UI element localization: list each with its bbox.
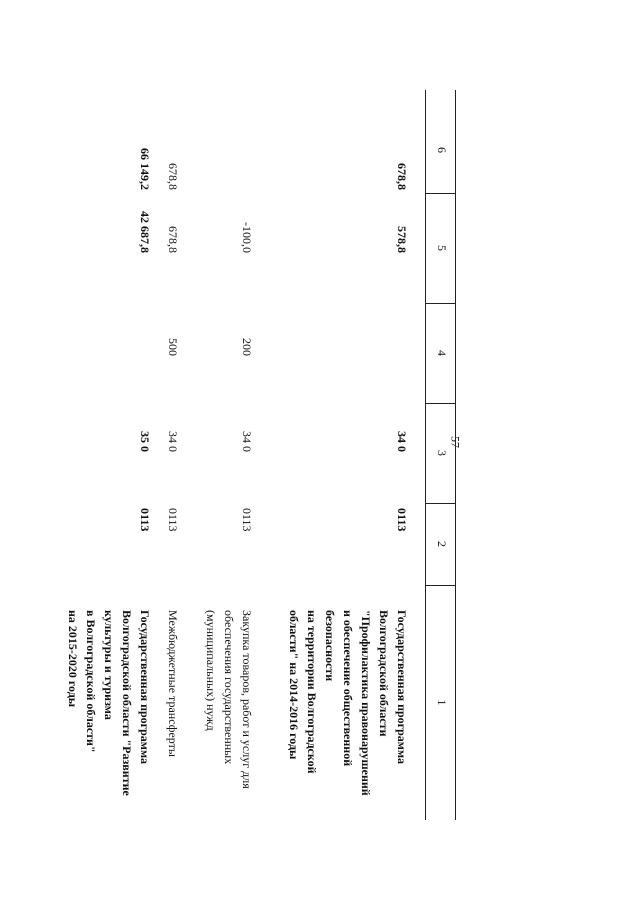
name-line: на 2015-2020 годы: [66, 610, 80, 708]
column-header-5: 5: [435, 245, 449, 251]
cell-name: [164, 610, 182, 820]
name-line: культуры и туризма: [102, 610, 116, 720]
name-line: Волгоградской области "Развитие: [120, 610, 134, 796]
cell-col4: 200: [240, 338, 254, 356]
header-bottom-border: [425, 90, 426, 820]
cell-col5: 678,8: [166, 226, 180, 253]
cell-col2: 0113: [395, 508, 409, 532]
name-line: Закупка товаров, работ и услуг для: [240, 610, 254, 789]
column-header-3: 3: [435, 450, 449, 456]
name-line: и обеспечение общественной: [341, 610, 355, 767]
page-number: 57: [448, 436, 463, 448]
name-line: Волгоградской области: [377, 610, 391, 737]
name-line: "Профилактика правонарушений: [359, 610, 373, 796]
cell-col2: 0113: [138, 508, 152, 532]
cell-col6: 66 149,2: [138, 148, 152, 190]
name-line: Межбюджетные трансферты: [166, 610, 180, 757]
cell-col6: 678,8: [395, 163, 409, 190]
budget-table: [66, 90, 456, 820]
name-line: (муниципальных) нужд: [204, 610, 218, 731]
name-line: в Волгоградской области": [84, 610, 98, 753]
cell-col2: 0113: [240, 508, 254, 532]
name-line: на территории Волгоградской: [305, 610, 319, 774]
column-header-6: 6: [435, 147, 449, 153]
cell-name: [285, 610, 411, 820]
name-line: обеспечения государственных: [222, 610, 236, 765]
cell-col5: 42 687,8: [138, 211, 152, 253]
column-header-4: 4: [435, 350, 449, 356]
cell-col3: 35 0: [138, 431, 152, 452]
cell-col2: 0113: [166, 508, 180, 532]
name-line: Государственная программа: [395, 610, 409, 765]
cell-col3: 34 0: [166, 431, 180, 452]
column-header-1: 1: [435, 699, 449, 706]
cell-col4: 500: [166, 338, 180, 356]
cell-col5: 578,8: [395, 226, 409, 253]
name-line: безопасности: [323, 610, 337, 682]
name-line: области" на 2014-2016 годы: [287, 610, 301, 760]
cell-col3: 34 0: [240, 431, 254, 452]
table-top-border: [455, 90, 456, 820]
cell-name: [64, 610, 154, 820]
cell-name: [202, 610, 256, 820]
cell-col6: 678,8: [166, 163, 180, 190]
cell-col3: 34 0: [395, 431, 409, 452]
name-line: Государственная программа: [138, 610, 152, 765]
column-header-2: 2: [435, 541, 449, 547]
cell-col5: -100,0: [240, 222, 254, 253]
